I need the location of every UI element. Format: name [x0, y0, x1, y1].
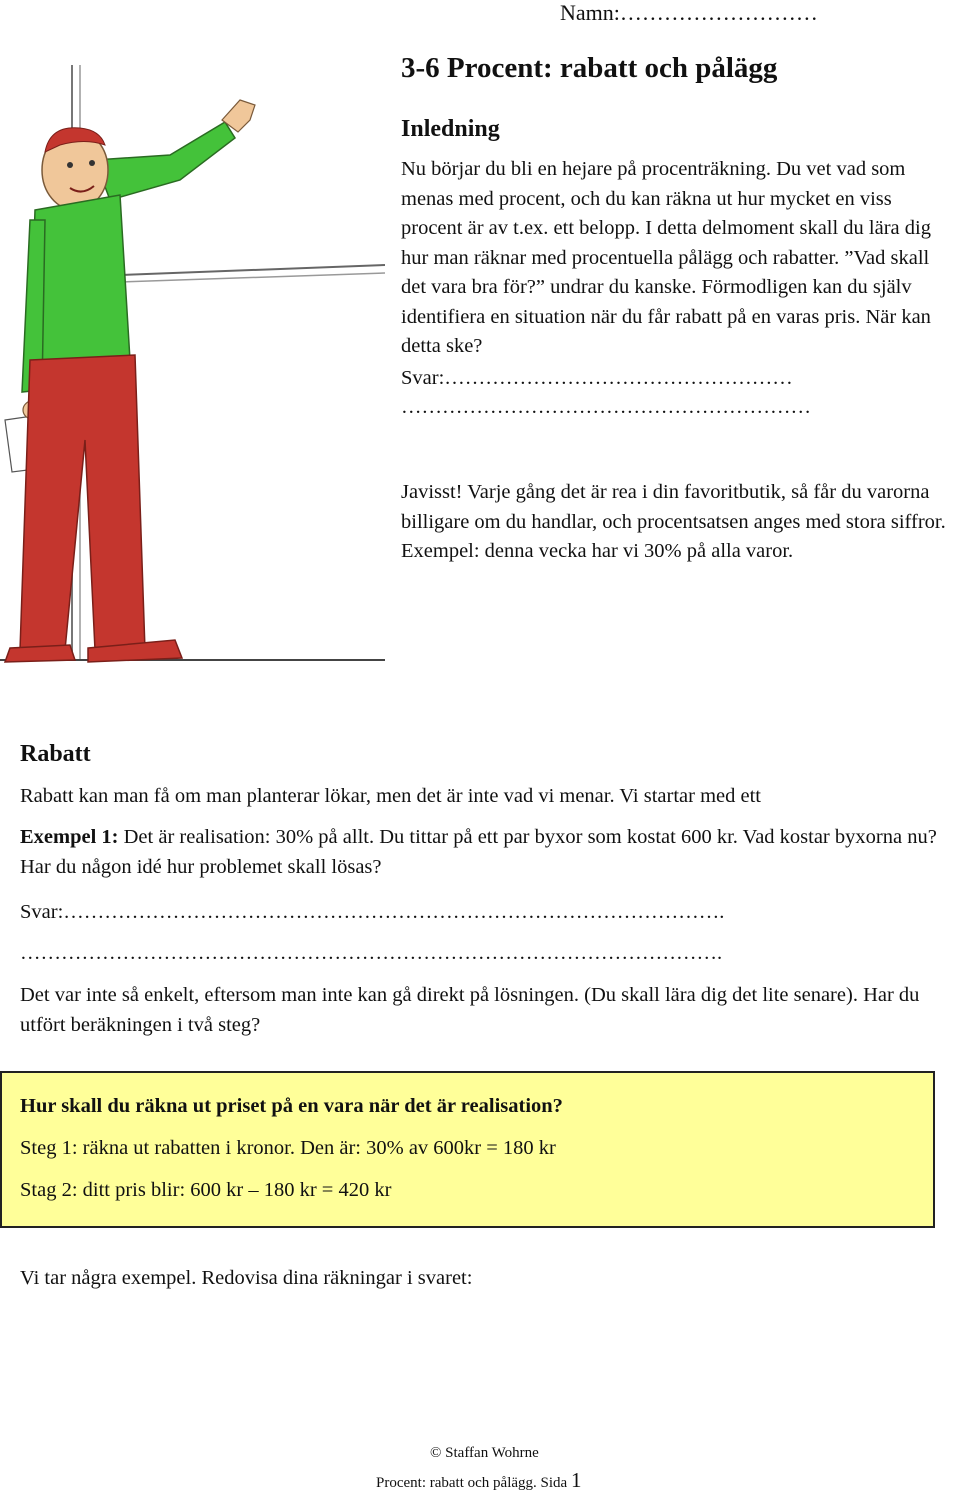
- step-2: Stag 2: ditt pris blir: 600 kr – 180 kr = 420 kr: [20, 1179, 392, 1201]
- explanation-paragraph: Det var inte så enkelt, eftersom man inte kan gå direkt på lösningen. (Du skall lära dig det lite senare). Har du utfört beräkningen i två steg?: [20, 984, 920, 1036]
- page-footer: [376, 1468, 581, 1493]
- step-1: Steg 1: räkna ut rabatten i kronor. Den är: 30% av 600kr = 180 kr: [20, 1137, 556, 1159]
- example-label: Exempel 1:: [20, 826, 119, 848]
- method-question: Hur skall du räkna ut priset på en vara när det är realisation?: [20, 1095, 563, 1117]
- footer-label: Procent: rabatt och pålägg. Sida: [376, 1475, 571, 1491]
- page-number: 1: [570, 1468, 582, 1492]
- javisst-paragraph: Javisst! Varje gång det är rea i din favoritbutik, så får du varorna billigare om du handlar, och procentsatsen anges med stora siffror. Exempel: denna vecka har vi 30% på alla varor.: [401, 481, 946, 562]
- rabatt-paragraph: Rabatt kan man få om man planterar lökar, men det är inte vad vi menar. Vi startar med ett: [20, 785, 762, 807]
- intro-paragraph: Nu börjar du bli en hejare på procenträkning. Du vet vad som menas med procent, och du kan räkna ut hur mycket en viss procent är av t.ex. ett belopp. I detta delmoment skall du lära dig hur man räknar med procentuella pålägg och rabatter. ”Vad skall det vara bra för?” undrar du kanske. Förmodligen kan du själv identifiera en situation när du får rabatt på en varas pris. När kan detta ske?: [401, 158, 931, 357]
- name-field[interactable]: Namn:………………………: [560, 0, 818, 25]
- teacher-illustration: [0, 60, 385, 665]
- rabatt-answer-line-2[interactable]: ………………………………………………………………………………………….: [20, 942, 723, 964]
- answer-line-1[interactable]: Svar:……………………………………………: [401, 366, 793, 389]
- answer-line-2[interactable]: ……………………………………………………: [401, 396, 811, 418]
- intro-section: [401, 155, 956, 423]
- rabatt-answer-line-1[interactable]: Svar:…………………………………………………………………………………….: [20, 901, 725, 923]
- example-text: Det är realisation: 30% på allt. Du tittar på ett par byxor som kostat 600 kr. Vad kostar byxorna nu? Har du någon idé hur problemet skall lösas?: [20, 826, 937, 878]
- intro-heading: Inledning: [401, 116, 500, 142]
- example-1: [20, 823, 945, 882]
- copyright: © Staffan Wohrne: [430, 1445, 539, 1461]
- page-title: 3-6 Procent: rabatt och pålägg: [401, 52, 778, 84]
- method-box: [0, 1071, 935, 1228]
- closing-paragraph: Vi tar några exempel. Redovisa dina räkningar i svaret:: [20, 1267, 473, 1289]
- rabatt-heading: Rabatt: [20, 741, 91, 767]
